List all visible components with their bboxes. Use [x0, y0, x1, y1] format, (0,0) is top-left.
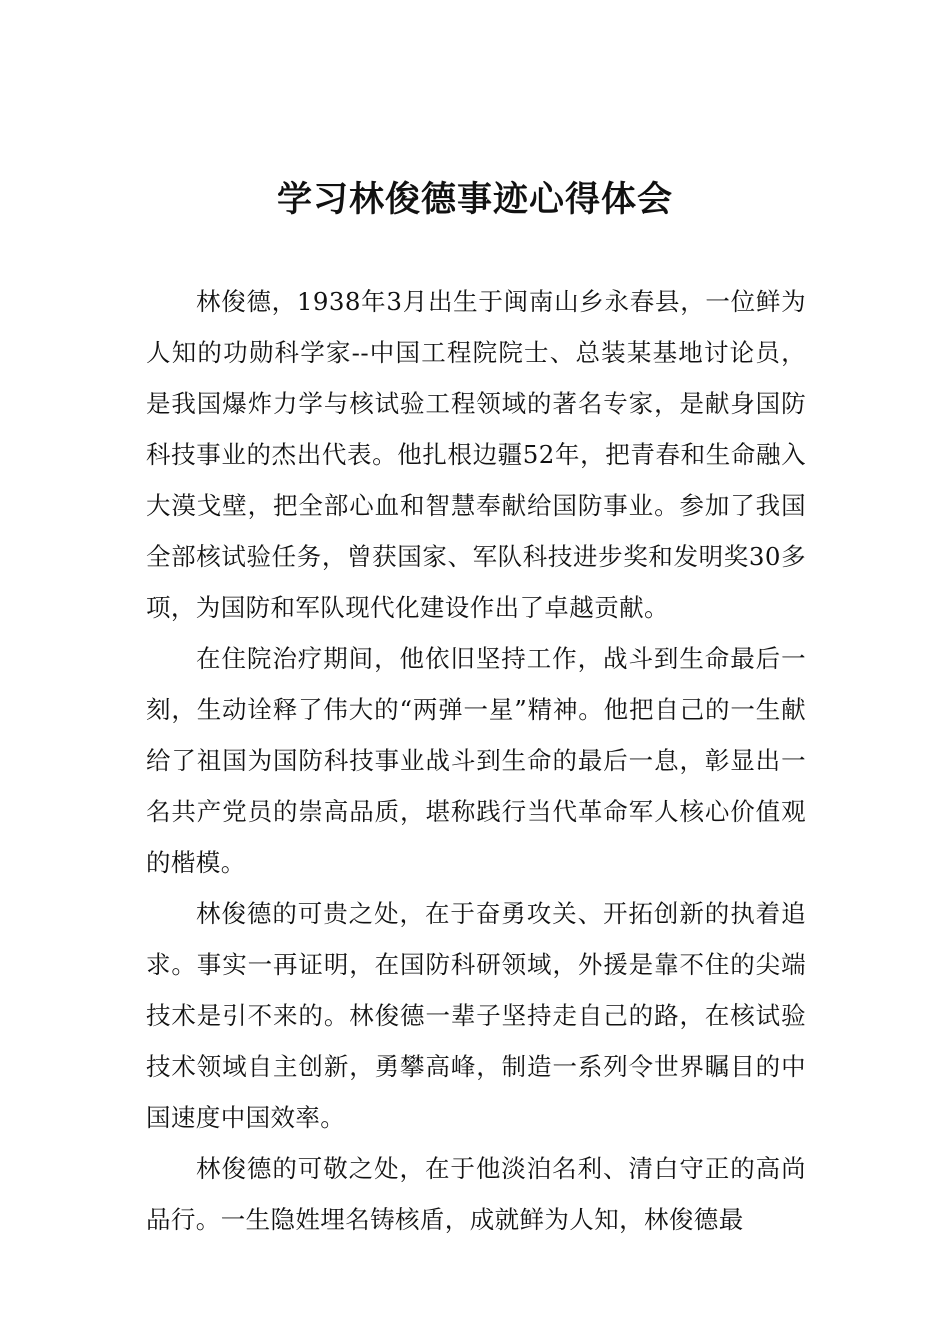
- document-title: 学习林俊德事迹心得体会: [276, 180, 673, 220]
- paragraph-1: 林俊德，1938年3月出生于闽南山乡永春县，一位鲜为人知的功勋科学家--中国工程院院士、总装某基地讨论员，是我国爆炸力学与核试验工程领域的著名专家，是献身国防科技事业的杰出代表。他扎根边疆52年，把青春和生命融入大漠戈壁，把全部心血和智慧奉献给国防事业。参加了我国全部核试验任务，曾获国家、军队科技进步奖和发明奖30多项，为国防和军队现代化建设作出了卓越贡献。: [146, 287, 806, 622]
- paragraph-3: 林俊德的可贵之处，在于奋勇攻关、开拓创新的执着追求。事实一再证明，在国防科研领域，外援是靠不住的尖端技术是引不来的。林俊德一辈子坚持走自己的路，在核试验技术领域自主创新，勇攀高峰，制造一系列令世界瞩目的中国速度中国效率。: [146, 899, 806, 1132]
- paragraph-2: 在住院治疗期间，他依旧坚持工作，战斗到生命最后一刻，生动诠释了伟大的“两弹一星”精神。他把自己的一生献给了祖国为国防科技事业战斗到生命的最后一息，彰显出一名共产党员的崇高品质，堪称践行当代革命军人核心价值观的楷模。: [146, 644, 806, 877]
- paragraph-4: 林俊德的可敬之处，在于他淡泊名利、清白守正的高尚品行。一生隐姓埋名铸核盾，成就鲜为人知，林俊德最: [146, 1154, 806, 1234]
- document-body: [146, 276, 806, 1245]
